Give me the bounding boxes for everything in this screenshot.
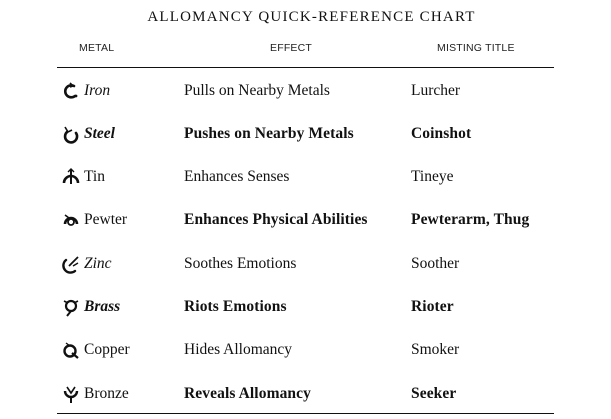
effect-text: Enhances Senses: [184, 168, 290, 185]
misting-title: Soother: [411, 255, 460, 272]
column-header-misting-title: MISTING TITLE: [437, 42, 515, 54]
misting-title: Smoker: [411, 341, 460, 358]
metal-name: Bronze: [84, 385, 129, 402]
effect-text: Riots Emotions: [184, 298, 287, 315]
zinc-symbol-icon: [61, 254, 81, 274]
table-row: [57, 76, 554, 106]
table-row: [57, 162, 554, 192]
brass-symbol-icon: [61, 297, 81, 317]
metal-name: Brass: [84, 298, 121, 315]
effect-text: Soothes Emotions: [184, 255, 297, 272]
misting-title: Lurcher: [411, 82, 461, 99]
bronze-symbol-icon: [61, 384, 81, 404]
effect-text: Pulls on Nearby Metals: [184, 82, 330, 99]
metal-name: Steel: [84, 125, 115, 142]
misting-title: Seeker: [411, 385, 457, 402]
table-row: [57, 205, 554, 235]
effect-text: Pushes on Nearby Metals: [184, 125, 354, 142]
metal-name: Iron: [84, 82, 111, 99]
metal-name: Tin: [84, 168, 105, 185]
metal-name: Zinc: [84, 255, 112, 272]
misting-title: Tineye: [411, 168, 454, 185]
table-top-rule: [57, 67, 554, 68]
effect-text: Enhances Physical Abilities: [184, 211, 368, 228]
misting-title: Rioter: [411, 298, 454, 315]
table-row: [57, 249, 554, 279]
table-row: [57, 379, 554, 409]
table-row: [57, 119, 554, 149]
page-title: ALLOMANCY QUICK-REFERENCE CHART: [147, 9, 476, 25]
metal-name: Copper: [84, 341, 130, 358]
effect-text: Hides Allomancy: [184, 341, 293, 358]
misting-title: Pewterarm, Thug: [411, 211, 530, 228]
table-bottom-rule: [57, 413, 554, 414]
column-header-effect: EFFECT: [270, 42, 313, 54]
iron-symbol-icon: [61, 81, 81, 101]
effect-text: Reveals Allomancy: [184, 385, 311, 402]
steel-symbol-icon: [61, 124, 81, 144]
table-row: [57, 335, 554, 365]
metal-name: Pewter: [84, 211, 128, 228]
tin-symbol-icon: [61, 167, 81, 187]
column-header-metal: METAL: [79, 42, 115, 54]
misting-title: Coinshot: [411, 125, 472, 142]
table-row: [57, 292, 554, 322]
copper-symbol-icon: [61, 340, 81, 360]
pewter-symbol-icon: [61, 210, 81, 230]
